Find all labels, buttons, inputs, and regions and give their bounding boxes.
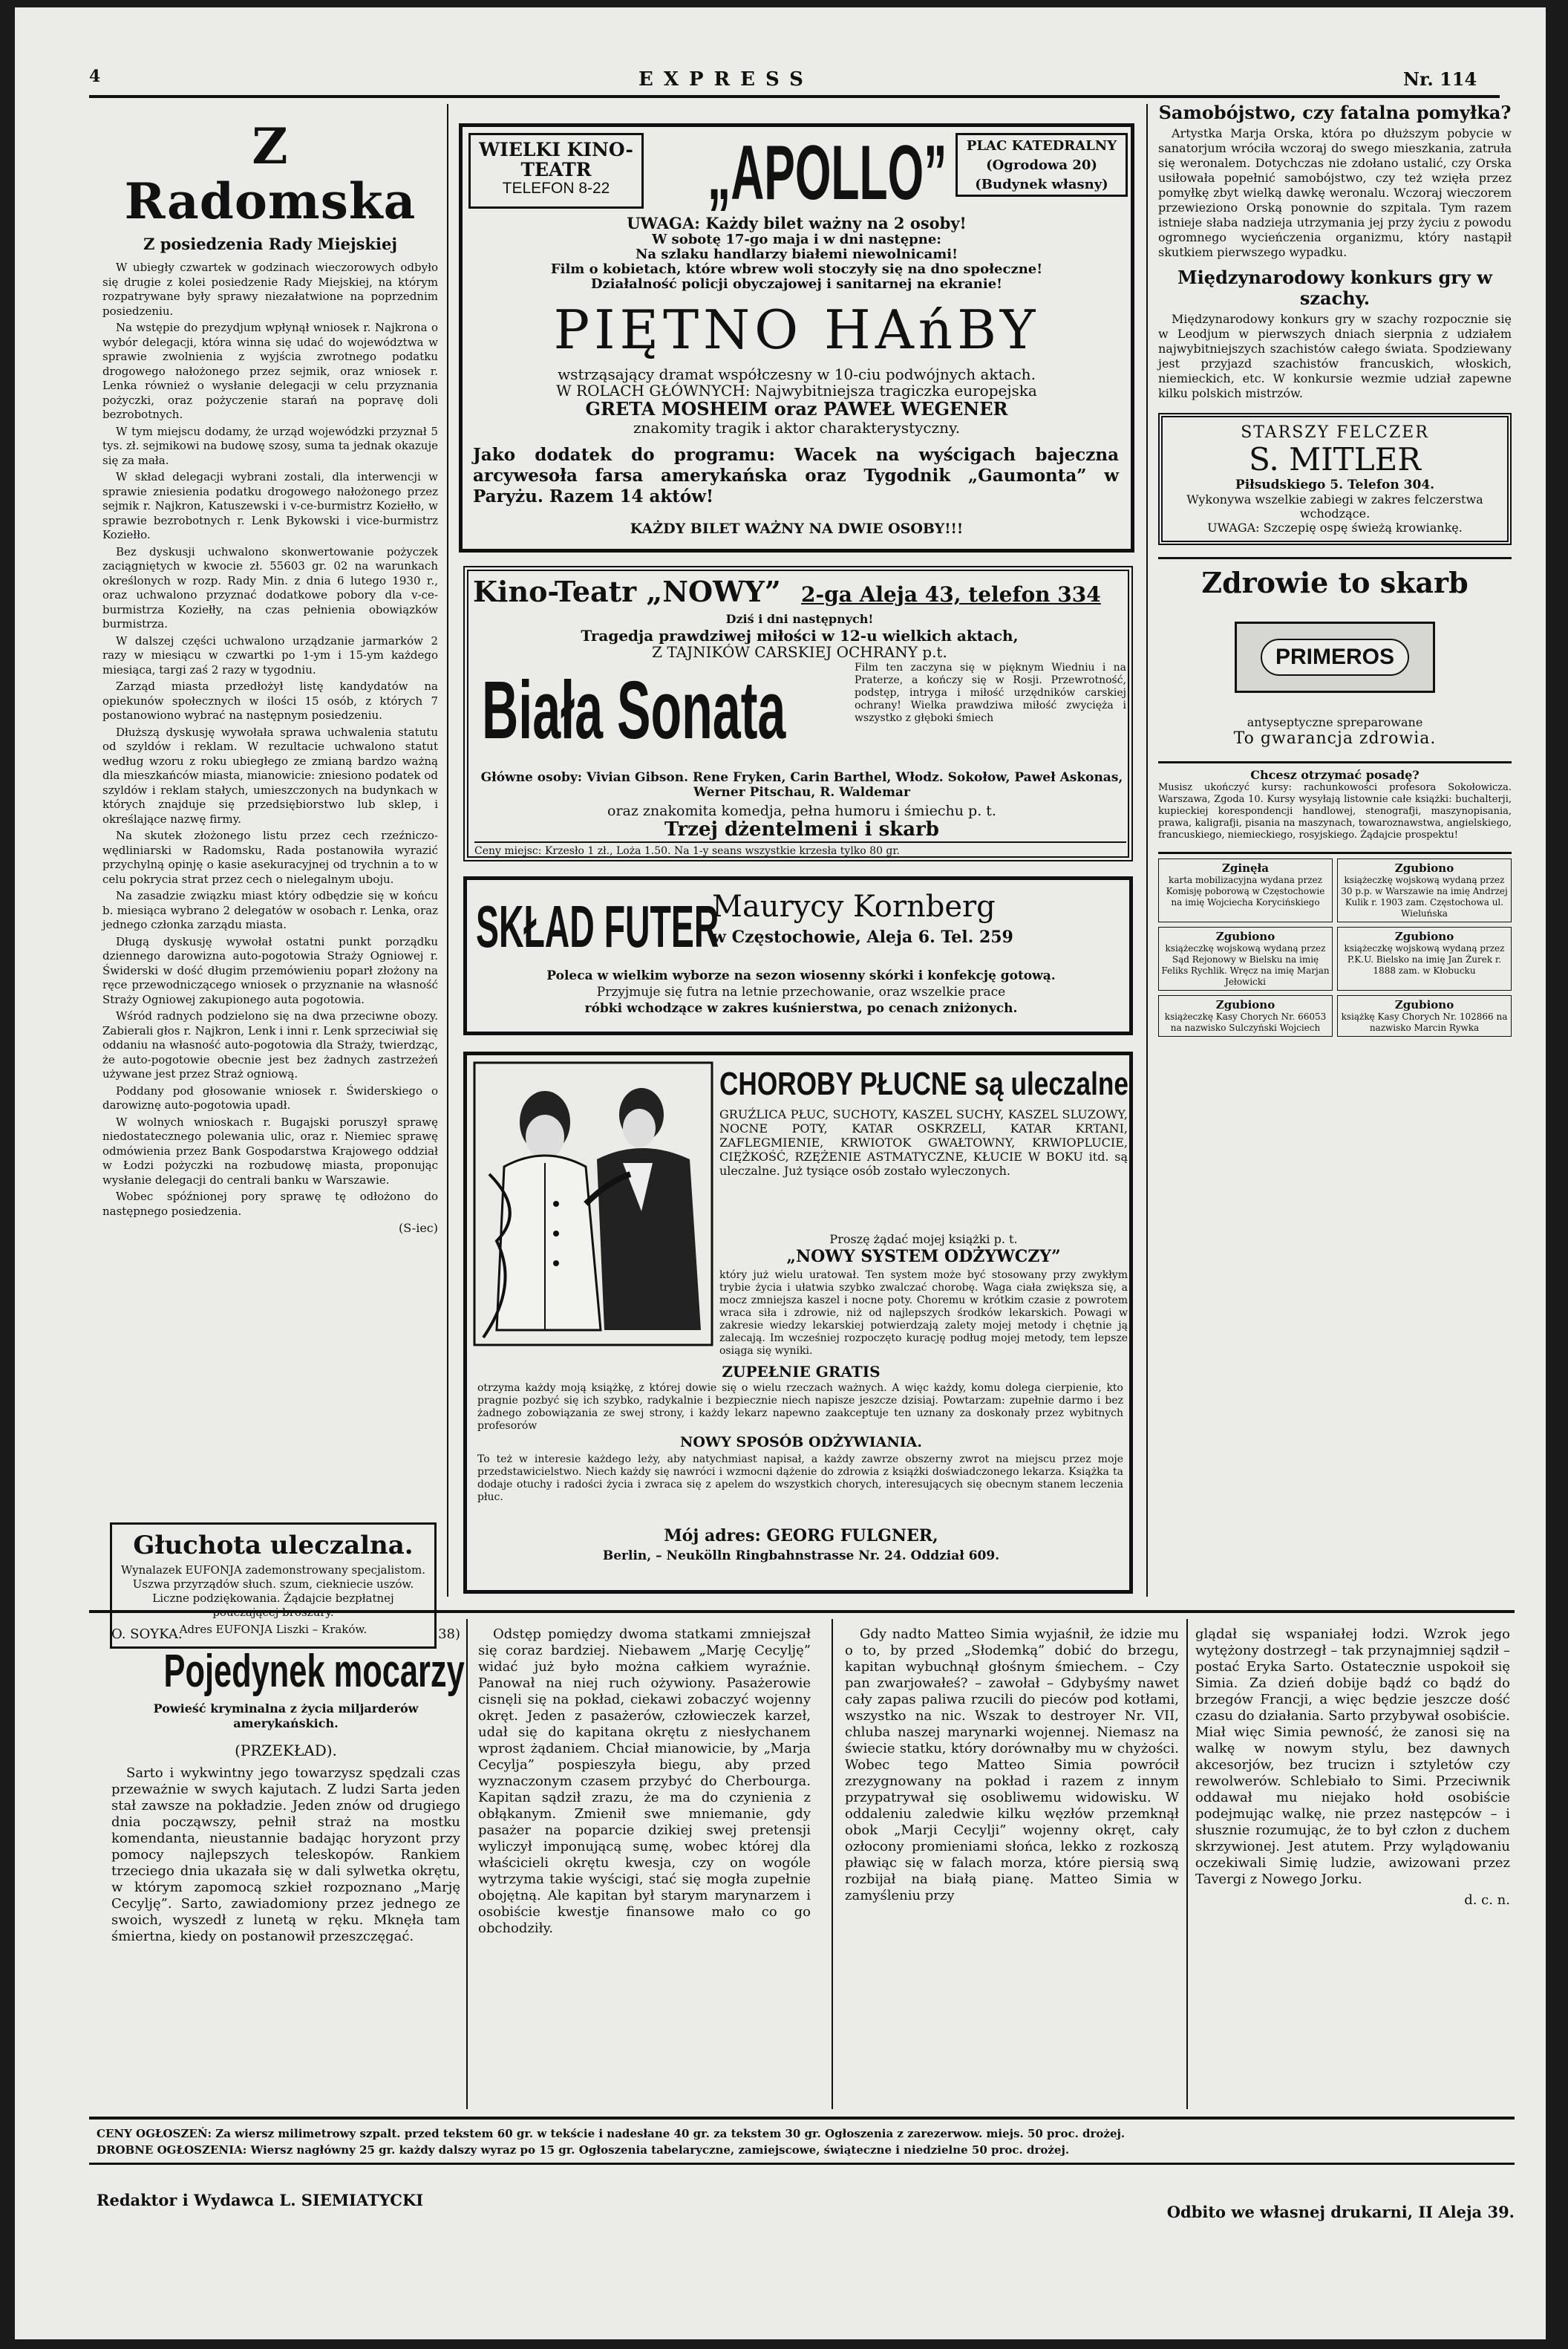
felczer-address: Piłsudskiego 5. Telefon 304.: [1235, 478, 1435, 492]
apollo-notice-1: UWAGA: Każdy bilet ważny na 2 osoby!: [627, 214, 967, 232]
lost-items-grid: [1158, 852, 1512, 1037]
masthead-title: EXPRESS: [638, 68, 814, 91]
ad-futra: [463, 876, 1133, 1035]
article-paragraph: Poddany pod głosowanie wniosek r. Świderskiego o darowiznę auto-pogotowia upadł.: [102, 1084, 438, 1112]
felczer-note: UWAGA: Szczepię ospę świeżą krowiankę.: [1207, 521, 1463, 535]
choroby-book: „NOWY SYSTEM ODŻYWCZY”: [786, 1247, 1061, 1266]
article-paragraph: Długą dyskusję wywołał ostatni punkt porządku dziennego darowizna auto-pogotowia Straży Ogniowej r. Świderski w dość długim przemówieniu poparł złożony na ręce przewodniczącego wniosek o przyznanie na własność Straży Ogniowej zakupionego auta pogotowia.: [102, 934, 438, 1006]
column-rule: [447, 104, 448, 1597]
felczer-name: S. MITLER: [1249, 441, 1421, 478]
posada-title: Chcesz otrzymać posadę?: [1250, 768, 1420, 782]
article-body: [102, 261, 438, 1219]
footer-ads-2: DROBNE OGŁOSZENIA: Wiersz nagłówny 25 gr. każdy dalszy wyraz po 15 gr. Ogłoszenia tabelaryczne, zamiejscowe, świąteczne i niedzielne 50 proc. drożej.: [97, 2143, 1070, 2157]
lost-item-text: karta mobilizacyjna wydana przez Komisję poborową w Częstochowie na imię Wojciecha Korycińskiego: [1166, 875, 1325, 908]
apollo-stars: GRETA MOSHEIM oraz PAWEŁ WEGENER: [585, 398, 1008, 420]
nowy-cast: Główne osoby: Vivian Gibson. Rene Fryken, Carin Barthel, Włodz. Sokołow, Paweł Askonas, Werner Pitschau, R. Waldemar: [480, 770, 1123, 800]
apollo-notices: [470, 215, 1123, 292]
apollo-location-text: PLAC KATEDRALNY (Ogrodowa 20) (Budynek własny): [966, 138, 1117, 192]
ad-zdrowie: [1158, 557, 1512, 748]
footer-printed: Odbito we własnej drukarni, II Aleja 39.: [1166, 2203, 1515, 2221]
serial-subtitle: Powieść kryminalna z życia miljarderów amerykańskich.: [153, 1701, 419, 1730]
choroby-ask: Proszę żądać mojej książki p. t.: [829, 1232, 1018, 1246]
primeros-label: PRIMEROS: [1261, 639, 1409, 676]
apollo-notice-2: W sobotę 17-go maja i w dni następne:: [652, 232, 941, 247]
article-paragraph: Na zasadzie związku miast który odbędzie się w końcu b. miesiąca wybrano 2 delegatów w osobach r. Lenka, oraz jednego członka zarządu miasta.: [102, 889, 438, 931]
serial-col-2: Odstęp pomiędzy dwoma statkami zmniejszał się coraz bardziej. Niebawem „Marję Cecylję” widać już było można całkiem wyraźnie. Panował na niej ruch ożywiony. Pasażerowie cisnęli się na pokład, ciekawi zobaczyć wojenny okręt. Jeden z pasażerów, człowieczek karzeł, udał się do kapitana okrętu z niesłychanem wprost żądaniem. Chciał mianowicie, by „Marja Cecylja” pospieszyła biegu, aby przed wyznaczonym czasem przybyć do Cherbourga. Kapitan sądził zrazu, że ma do czynienia z obłąkanym. Zmienił swe mniemanie, gdy pasażer na poparcie dzikiej swej pretensji wyliczył imponującą sumę, wobec której dla właścicieli okrętu kwesja, czy on wogóle wytrzyma takie wyścigi, stać się mogła zupełnie obojętną. Ale kapitan był starym marynarzem i osobiście kwestje finansowe mało co go obchodziły.: [478, 1626, 811, 1936]
right-text-1: Artystka Marja Orska, która po dłuższym pobycie w sanatorjum wróciła wczoraj do swego mieszkania, zatruła się weronalem. Dotychczas nie zdołano ustalić, czy Orska usiłowała popełnić samobójstwo, czy też wzięła przez pomyłkę zbyt wielką dawkę weronalu. Wczoraj wieczorem przewieziono Orską ponownie do szpitala. Tym razem istnieje słaba nadzieja utrzymania jej przy życiu z powodu ogromnego wycieńczenia organizmu, który nastąpił skutkiem pierwszego wypadku.: [1158, 126, 1512, 259]
right-title-1: Samobójstwo, czy fatalna pomyłka?: [1158, 102, 1512, 123]
nowy-desc: Film ten zaczyna się w pięknym Wiedniu i na Praterze, a kończy się w Rosji. Przewrotność, podstęp, intryga i miłość urzędników carskiej ochrany! Wielka prawdziwa miłość zwycięża i wszystko z głęboki śmiech: [855, 662, 1126, 724]
serial-title: Pojedynek mocarzy: [163, 1646, 465, 1697]
choroby-address-label: Mój adres: GEORG FULGNER,: [664, 1526, 938, 1545]
apollo-stars-desc: znakomity tragik i aktor charakterystyczny.: [633, 419, 961, 437]
issue-number: Nr. 114: [1403, 68, 1477, 90]
serial-author: O. SOYKA.: [111, 1626, 183, 1642]
nowy-intro: [473, 611, 1126, 660]
article-paragraph: W tym miejscu dodamy, że urząd wojewódzki przyznał 5 tys. zł. sejmikowi na budowę szosy, suma ta jednak okazuje się za mała.: [102, 424, 438, 467]
lost-item: [1158, 995, 1333, 1037]
lost-item: [1158, 859, 1333, 922]
lost-item-text: książeczkę wojskową wydaną przez Sąd Rejonowy w Bielsku na imię Feliks Rychlik. Wręcz na imię Marjan Jełowicki: [1161, 943, 1330, 987]
footer-rule-2: [89, 2163, 1515, 2165]
article-paragraph: Na skutek złożonego listu przez cech rzeźniczo-wędliniarski w Radomsku, Rada postanowiła wyrazić przychylną opinję o kasie asekuracyjnej od trychnin a to w celu pokrycia strat przez cech o nielegalnym uboju.: [102, 829, 438, 886]
article-signature: (S-iec): [399, 1221, 438, 1235]
article-title: Z Radomska: [124, 117, 416, 230]
lost-item-text: książeczkę Kasy Chorych Nr. 66053 na nazwisko Sulczyński Wojciech: [1164, 1011, 1327, 1033]
ad-choroby: [463, 1052, 1133, 1594]
serial-rule-1: [466, 1619, 468, 2109]
futra-line-1: Poleca w wielkim wyborze na sezon wiosenny skórki i konfekcję gotową.: [546, 968, 1056, 983]
futra-address: w Częstochowie, Aleja 6. Tel. 259: [712, 928, 1013, 947]
serial-continued: d. c. n.: [1464, 1892, 1510, 1908]
right-text-2: Międzynarodowy konkurs gry w szachy rozpocznie się w Leodjum w pierwszych dniach sierpnia z udziałem najwybitniejszych szachistów całego świata. Spodziewany jest przyjazd szachistów francuskich, włoskich, niemieckich, etc. W konkursie wezmie udział zapewne kilku polskich mistrzów.: [1158, 312, 1512, 400]
apollo-film-title: PIĘTNO HAńBY: [553, 299, 1040, 361]
article-paragraph: Wśród radnych podzielono się na dwa przeciwne obozy. Zabierali głos r. Najkron, Lenk i inni r. Lenk sprzeciwiał się oddaniu na własność auto-pogotowia dla Straży, twierdząc, że auto-pogotowie obecnie jest bez żadnych zastrzeżeń używane jest przez Straż ogniową.: [102, 1009, 438, 1081]
article-subtitle: Z posiedzenia Rady Miejskiej: [143, 235, 397, 253]
gluchota-title: Głuchota uleczalna.: [133, 1531, 414, 1560]
futra-owner: Maurycy Kornberg: [712, 890, 996, 924]
lost-item: [1158, 927, 1333, 991]
ad-posada: [1158, 761, 1512, 841]
apollo-notice-5: Działalność policji obyczajowej i sanitarnej na ekranie!: [590, 276, 1003, 292]
article-paragraph: Bez dyskusji uchwalono skonwertowanie pożyczek zaciągniętych w kwocie zł. 55603 gr. 02 na warunkach określonych w rozp. Rady Min. z dnia 6 lutego 1930 r., oraz uchwalono przyznać dodatkowe pobory dla v-ce-burmistrza Koziełły, na czas pełnienia obowiązków burmistrza.: [102, 544, 438, 631]
apollo-film-info: [470, 366, 1123, 436]
choroby-footer-text: To też w interesie każdego leży, aby natychmiast napisał, a każdy zawrze obszerny zwrot na miejscu przez moje przedstawicielstwo. Niech każdy się nawróci i wzmocni dążenie do zdrowia z książki doświadczonego lekarza. Książka ta dodaje otuchy i radości życia i zwraca się z apelem do wszystkich chorych, interesujących się obecnym stanem leczenia płuc.: [477, 1453, 1123, 1503]
lost-item-text: książkę Kasy Chorych Nr. 102866 na nazwisko Marcin Rywka: [1341, 1011, 1508, 1033]
nowy-address: 2-ga Aleja 43, telefon 334: [801, 582, 1101, 607]
apollo-desc: wstrząsający dramat współczesny w 10-ciu podwójnych aktach.: [558, 365, 1036, 383]
apollo-cinema-tag: WIELKI KINO-TEATR: [479, 139, 633, 180]
choroby-free: ZUPEŁNIE GRATIS: [722, 1363, 881, 1381]
zdrowie-title: Zdrowie to skarb: [1201, 566, 1469, 599]
right-title-2: Międzynarodowy konkurs gry w szachy.: [1177, 267, 1492, 309]
footer-prices: [97, 2125, 1507, 2158]
gluchota-address: Adres EUFONJA Liszki – Kraków.: [179, 1623, 368, 1636]
serial-episode: 38): [438, 1626, 460, 1642]
felczer-label: STARSZY FELCZER: [1241, 423, 1429, 442]
nowy-header: [473, 576, 1126, 611]
nowy-comedy-title: Trzej dżentelmeni i skarb: [664, 818, 939, 841]
article-paragraph: W dalszej części uchwalono urządzanie jarmarków 2 razy w miesiącu w czwartki po 1-ym i 15-ym każdego miesiąca, targi zaś 2 razy w tygodniu.: [102, 633, 438, 677]
nowy-comedy: oraz znakomita komedja, pełna humoru i śmiechu p. t.: [607, 803, 996, 819]
choroby-list: GRUŹLICA PŁUC, SUCHOTY, KASZEL SUCHY, KASZEL SLUZOWY, NOCNE POTY, KATAR OSKRZELI, KATAR KRTANI, ZAFLEGMIENIE, KRWIOTOK GWAŁTOWNY, KRWIOPLUCIE, CIĘŻKOŚĆ, RZĘŻENIE ASTMATYCZNE, KŁUCIE W BOKU itd. są uleczalne. Już tysiące osób zostało wyleczonych.: [719, 1107, 1128, 1178]
serial-translation: (PRZEKŁAD).: [235, 1742, 337, 1759]
lost-item-text: książeczkę wojskową wydaną przez 30 p.p. w Warszawie na imię Andrzej Kulik r. 1903 zam. Częstochowa ul. Wieluńska: [1341, 875, 1508, 919]
nowy-dates: Dziś i dni następnych!: [725, 612, 874, 626]
apollo-location: [956, 133, 1128, 197]
futra-title: SKŁAD FUTER: [476, 893, 719, 960]
lost-item-title: Zgubiono: [1394, 930, 1454, 943]
zdrowie-sub: antyseptyczne spreparowane: [1247, 715, 1423, 729]
serial-rule: [89, 1610, 1515, 1613]
apollo-phone: TELEFON 8-22: [502, 180, 610, 197]
article-paragraph: Zarząd miasta przedłożył listę kandydatów na opiekunów społecznych w ilości 15 osób, z których 7 postanowiono wybrać na następnym posiedzeniu.: [102, 680, 438, 722]
article-paragraph: Wobec spóźnionej pory sprawę tę odłożono do następnego posiedzenia.: [102, 1190, 438, 1218]
apollo-addon: Jako dodatek do programu: Wacek na wyścigach bajeczna arcywesoła farsa amerykańska oraz Tygodnik „Gaumonta” w Paryżu. Razem 14 aktów!: [473, 445, 1119, 506]
choroby-method: NOWY SPOSÓB ODŻYWIANIA.: [680, 1434, 922, 1450]
futra-info: [474, 968, 1128, 1017]
ad-apollo: [459, 123, 1134, 553]
newspaper-page: [15, 7, 1546, 2339]
choroby-title: CHOROBY PŁUCNE są uleczalne: [719, 1066, 1128, 1102]
left-article: [102, 119, 438, 1634]
footer-rule: [89, 2117, 1515, 2120]
apollo-cinema-box: [468, 133, 644, 209]
gluchota-body: Wynalazek EUFONJA zademonstrowany specjalistom. Uszwa przyrządów słuch. szum, ciekniecie uszów. Liczne podziękowania. Żądajcie bezpłatnej: [121, 1563, 425, 1605]
nowy-film-title: Biała Sonata: [482, 665, 786, 756]
article-paragraph: W wolnych wnioskach r. Bugajski poruszył sprawę niedostatecznego polewania ulic, oraz r. Niemiec sprawę odmówienia przez Bank Gospodarstwa Krajowego oddział w Łodzi pożyczki na rozbudowę miasta, proponując wysłanie delegacji do centrali banku w Warszawie.: [102, 1115, 438, 1187]
lost-item-title: Zgubiono: [1215, 930, 1275, 943]
lost-item: [1337, 995, 1512, 1037]
apollo-notice-4: Film o kobietach, które wbrew woli stoczyły się na dno społeczne!: [550, 261, 1043, 277]
lost-item-title: Zginęła: [1221, 861, 1270, 875]
nowy-name: Kino-Teatr „NOWY”: [473, 575, 781, 608]
lost-item: [1337, 859, 1512, 922]
serial-rule-3: [1186, 1619, 1188, 2109]
serial-col-1: Sarto i wykwintny jego towarzysz spędzali czas przeważnie w swych kajutach. Z ludzi Sarta jeden stał zawsze na pokładzie. Jeden znów od drugiego dnia począwszy, pełnił straż na mostku komendanta, nieustannie badając horyzont przy pomocy najlepszych teleskopów. Rankiem trzeciego dnia ukazała się w dali sylwetka okrętu, w którym zapomocą szkieł rozpoznano „Marję Cecylję”. Sarto, zawiadomiony przez jednego ze swoich, wyszedł z lunetą w ręku. Mknęła tam śmiertna, kiedy on postanowił przeszczęgać.: [111, 1765, 460, 1944]
article-paragraph: Dłuższą dyskusję wywołała sprawa uchwalenia statutu od szyldów i reklam. W rezultacie uchwalono statut według wzoru z roku ubiegłego ze zmianą bardzo ważną dla mieszkańców miasta, mianowicie: zniesiono podatek od szyldów i reklam stałych, umieszczonych na budynkach w których znajduje się przedsiębiorstwo lub sklep, i określające nazwę firmy.: [102, 725, 438, 826]
serial-rule-2: [832, 1619, 833, 2109]
column-rule: [1146, 104, 1148, 1597]
zdrowie-slogan: To gwarancja zdrowia.: [1233, 729, 1437, 748]
lost-item-title: Zgubiono: [1394, 861, 1454, 875]
futra-line-3: róbki wchodzące w zakres kuśnierstwa, po cenach zniżonych.: [584, 1001, 1018, 1016]
lost-item-title: Zgubiono: [1394, 998, 1454, 1011]
nowy-tragedy: Tragedja prawdziwej miłości w 12-u wielkich aktach,: [581, 627, 1019, 645]
apollo-notice-3: Na szlaku handlarzy białemi niewolnicami!: [635, 247, 958, 262]
serial-col-4-wrap: [1195, 1626, 1510, 2102]
article-paragraph: Na wstępie do prezydjum wpłynął wniosek r. Najkrona o wybór delegacji, która winna się udać do województwa w sprawie zwolnienia z wyjścia zwrotnego podatku drogowego nałożonego przez sejmik, oraz wniosek r. Lenka również o wysłanie delegacji w celu przyznania pożyczki, oraz pożyczenie starań na popravę doli bezrobotnych.: [102, 321, 438, 421]
choroby-free-body: otrzyma każdy moją książkę, z której dowie się o wielu rzeczach ważnych. A więc każdy, komu dolega cierpienie, kto pragnie pozbyć się ich szybko, radykalnie i bezpiecznie niech napisze jeszcze dzisiaj. Powtarzam: zupełnie darmo i bez żadnego zobowiązania ze swej strony, i każdy lekarz napewno zaakceptuje ten uznany za doskonały przez wybitnych profesorów: [477, 1382, 1123, 1432]
lost-item-text: książeczkę wojskową wydaną przez P.K.U. Bielsko na imię Jan Żurek r. 1888 zam. w Kłobucku: [1344, 943, 1505, 976]
footer-ads-1: CENY OGŁOSZEŃ: Za wiersz milimetrowy szpalt. przed tekstem 60 gr. w tekście i nadesłane 40 gr. za tekstem 30 gr. Ogłoszenia z zarezerwow. miejs. 50 proc. drożej.: [97, 2127, 1126, 2140]
lost-item-title: Zgubiono: [1215, 998, 1275, 1011]
choroby-body: który już wielu uratował. Ten system może być stosowany przy zwykłym trybie życia i ułatwia szybko zwalczać chorobę. Waga ciała zwiększa się, a mocz zmniejsza kaszel i nocne poty. Choremu w krótkim czasie z powrotem wraca siła i zdrowie, niż od najlepszych środków lekarskich. Powagi w zakresie wiedzy lekarskiej potwierdzają zalety mojej metody i chętnie ją zalecają. Im wcześniej rozpoczęto kurację podług mojej metody, tem lepsze osiąga się wyniki.: [719, 1269, 1128, 1357]
serial-col-4: glądał się wspaniałej łodzi. Wzrok jego wytężony dostrzegł – tak przynajmniej sądził – postać Eryka Sarto. Ostatecznie uspokoił się Simia. Za dzień dobije bądź co bądź do brzegów Francji, a więc będzie jeszcze dość czasu do działania. Sarto przybywał osobiście. Miał więc Simia pewność, że zanosi się na walkę w nowym stylu, bez dawnych akcesorjów, bez trucizn i sztyletów czy rewolwerów. Schlebiało to Simi. Przeciwnik oddawał mu niejako hołd osobiście podejmując walkę, nie przez następców – i słusznie rozumując, że to był człon z duchem skrzywionej. Jest atutem. Przy wylądowaniu oczekiwali Simię ludzie, awizowani przez Tavergi z Nowego Jorku.: [1195, 1626, 1510, 1887]
article-paragraph: W skład delegacji wybrani zostali, dla interwencji w sprawie zniesienia podatku drogowego nałożonego przez sejmik r. Najkron, Katuszewski i v-ce-burmistrz Koziełło, w sprawie bezrobotnych r. Lenk Bykowski i vice-burmistrz Koziełło.: [102, 470, 438, 541]
right-column: [1158, 102, 1512, 1595]
primeros-package: [1235, 622, 1435, 693]
choroby-address: Berlin, – Neukölln Ringbahnstrasse Nr. 24. Oddział 609.: [602, 1548, 1000, 1563]
apollo-footer: KAŻDY BILET WAŻNY NA DWIE OSOBY!!!: [630, 521, 964, 537]
apollo-roles: W ROLACH GŁÓWNYCH: Najwybitniejsza tragiczka europejska: [556, 382, 1037, 400]
doctor-patient-illustration: [474, 1063, 712, 1345]
felczer-text: Wykonywa wszelkie zabiegi w zakres felczerstwa wchodzące.: [1186, 492, 1483, 521]
serial-intro: [111, 1626, 465, 2117]
page-number: 4: [89, 67, 101, 86]
posada-text: Musisz ukończyć kursy: rachunkowości profesora Sokołowicza. Warszawa, Zgoda 10. Kursy wysyłają listownie całe książki: buchalterji, kupieckiej korespondencji handlowej, stenografji, maszynopisania, prawa, kaligrafji, pisania na maszynach, towaroznawstwa, angielskiego, francuskiego, niemieckiego, rosyjskiego. Żądajcie prospektu!: [1158, 782, 1512, 841]
lost-item: [1337, 927, 1512, 991]
serial-col-3: Gdy nadto Matteo Simia wyjaśnił, że idzie mu o to, by przed „Słodemką” dobić do brzegu, kapitan wybuchnął głośnym śmiechem. – Czy pan zwarjowałeś? – zawołał – Gdybyśmy nawet cały zapas paliwa rzucili do pieców pod kotłami, wszystko na nic. Wszak to destroyer Nr. VII, chluba naszej marynarki wojennej. Niemasz na świecie statku, który dorównałby mu w chyżości. Wobec tego Matteo Simia powrócił zrezygnowany na pokład i razem z innym przypatrywał się osobliwemu widowisku. W oddaleniu zaledwie kilku węzłów przemknął obok „Marji Cecylji” wojenny okręt, cały ozłocony promieniami słońca, lekko z rozkoszą pławiąc się w falach morza, które piersią swą rozbijał na białą pianę. Matteo Simia w zamyśleniu przy: [845, 1626, 1179, 1903]
ad-felczer: [1158, 413, 1512, 545]
serial-author-row: [111, 1626, 460, 1642]
footer-editor: Redaktor i Wydawca L. SIEMIATYCKI: [97, 2191, 424, 2209]
apollo-name: „APOLLO”: [708, 130, 947, 216]
nowy-from: Z TAJNIKÓW CARSKIEJ OCHRANY p.t.: [652, 643, 947, 661]
futra-line-2: Przyjmuje się futra na letnie przechowanie, oraz wszelkie prace: [596, 985, 1006, 1000]
header-rule: [89, 95, 1500, 98]
article-paragraph: W ubiegły czwartek w godzinach wieczorowych odbyło się drugie z kolei posiedzenie Rady Miejskiej, na którym rozpatrywane były sprawy niezałatwione na poprzednim posiedzeniu.: [102, 261, 438, 318]
nowy-prices: Ceny miejsc: Krzesło 1 zł., Loża 1.50. Na 1-y seans wszystkie krzesła tylko 80 gr.: [474, 841, 1126, 858]
ad-nowy: [463, 566, 1133, 861]
